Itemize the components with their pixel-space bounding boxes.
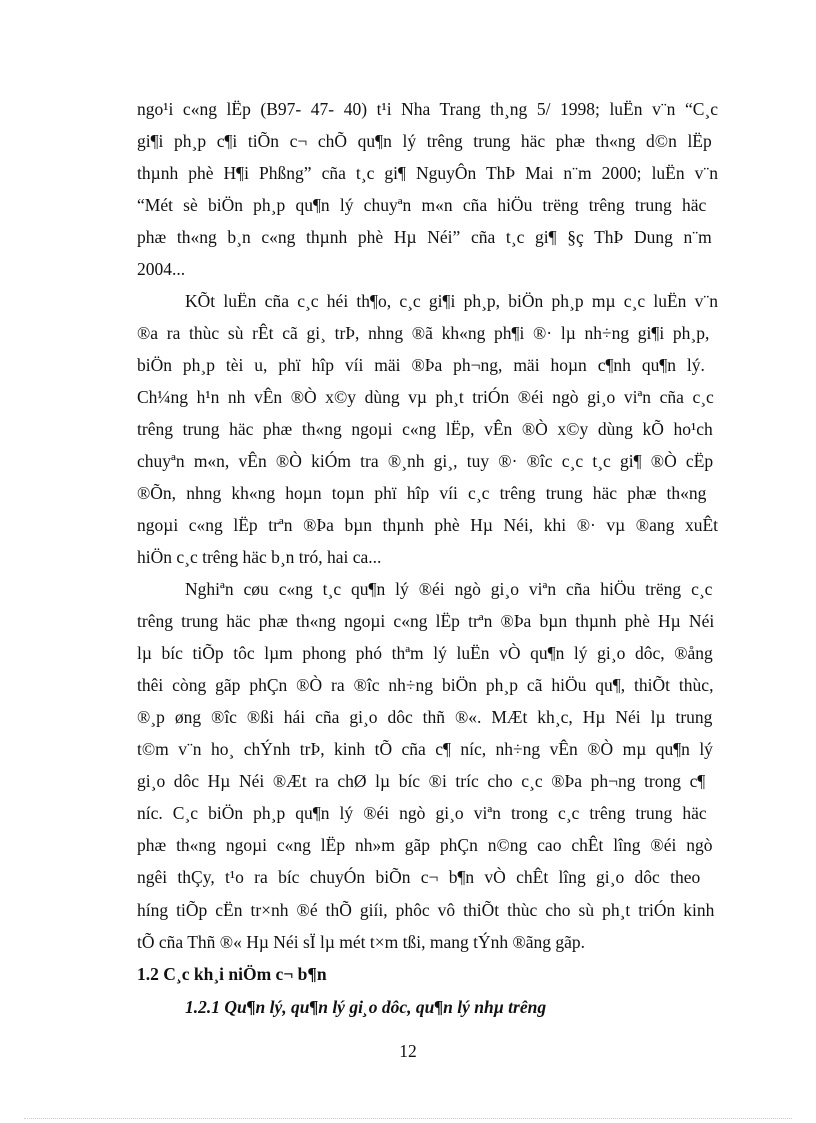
text-line: ngêi thÇy, t¹o ra bíc chuyÓn biÕn c¬ b¶n vÒ chÊt lîng gi¸o dôc theo bbox=[137, 867, 701, 888]
text-line: KÕt luËn cña c¸c héi th¶o, c¸c gi¶i ph¸p, biÖn ph¸p mµ c¸c luËn v¨n bbox=[185, 291, 718, 311]
text-line: ®Õn, nhng kh«ng hoµn toµn phï hîp víi c¸c trêng trung häc phæ th«ng bbox=[137, 483, 707, 504]
text-line: Nghiªn cøu c«ng t¸c qu¶n lý ®éi ngò gi¸o viªn cña hiÖu trëng c¸c bbox=[185, 579, 713, 599]
text-line: “Mét sè biÖn ph¸p qu¶n lý chuyªn m«n cña hiÖu trëng trêng trung häc bbox=[137, 195, 707, 216]
text-line: níc. C¸c biÖn ph¸p qu¶n lý ®éi ngò gi¸o viªn trong c¸c trêng trung häc bbox=[137, 803, 707, 824]
text-line: ®a ra thùc sù rÊt cã gi¸ trÞ, nhng ®ã kh«ng ph¶i ®· lµ nh÷ng gi¶i ph¸p, bbox=[137, 323, 710, 344]
text-line: híng tiÕp cËn tr×nh ®é thÕ giíi, phôc vô thiÕt thùc cho sù ph¸t triÓn kinh bbox=[137, 899, 715, 920]
text-line: 1.2 C¸c kh¸i niÖm c¬ b¶n bbox=[137, 964, 327, 984]
text-line: lµ bíc tiÕp tôc lµm phong phó thªm lý luËn vÒ qu¶n lý gi¸o dôc, ®ång bbox=[137, 643, 713, 664]
text-line: trêng trung häc phæ th«ng ngoµi c«ng lËp trªn ®Þa bµn thµnh phè Hµ Néi bbox=[137, 611, 715, 632]
text-line: Ch¼ng h¹n nh vÊn ®Ò x©y dùng vµ ph¸t triÓn ®éi ngò gi¸o viªn cña c¸c bbox=[137, 387, 714, 408]
text-line: ngoµi c«ng lËp trªn ®Þa bµn thµnh phè Hµ Néi, khi ®· vµ ®ang xuÊt bbox=[137, 515, 718, 536]
text-line: gi¶i ph¸p c¶i tiÕn c¬ chÕ qu¶n lý trêng trung häc phæ th«ng d©n lËp bbox=[137, 131, 712, 152]
text-line: biÖn ph¸p tèi u, phï hîp víi mäi ®Þa ph¬ng, mäi hoµn c¶nh qu¶n lý. bbox=[137, 355, 705, 376]
text-line: thêi còng gãp phÇn ®Ò ra ®îc nh÷ng biÖn ph¸p cã hiÖu qu¶, thiÕt thùc, bbox=[137, 675, 714, 696]
text-line: 1.2.1 Qu¶n lý, qu¶n lý gi¸o dôc, qu¶n lý nhµ trêng bbox=[185, 997, 547, 1017]
text-line: gi¸o dôc Hµ Néi ®Æt ra chØ lµ bíc ®i tríc cho c¸c ®Þa ph¬ng trong c¶ bbox=[137, 771, 706, 792]
text-line: tÕ cña Thñ ®« Hµ Néi sÏ lµ mét t×m tßi, mang tÝnh ®ãng gãp. bbox=[137, 931, 586, 952]
text-line: ®¸p øng ®îc ®ßi hái cña gi¸o dôc thñ ®«. MÆt kh¸c, Hµ Néi lµ trung bbox=[137, 707, 713, 728]
text-line: trêng trung häc phæ th«ng ngoµi c«ng lËp, vÊn ®Ò x©y dùng kÕ ho¹ch bbox=[137, 419, 713, 440]
page-number: 12 bbox=[399, 1041, 417, 1061]
text-line: phæ th«ng b¸n c«ng thµnh phè Hµ Néi” cña t¸c gi¶ §ç ThÞ Dung n¨m bbox=[137, 227, 712, 248]
text-line: 2004... bbox=[137, 259, 186, 280]
page-separator bbox=[24, 1118, 792, 1119]
text-line: ngo¹i c«ng lËp (B97- 47- 40) t¹i Nha Trang th¸ng 5/ 1998; luËn v¨n “C¸c bbox=[137, 99, 718, 119]
text-line: phæ th«ng ngoµi c«ng lËp nh»m gãp phÇn n©ng cao chÊt lîng ®éi ngò bbox=[137, 835, 713, 856]
text-line: t©m v¨n ho¸ chÝnh trÞ, kinh tÕ cña c¶ níc, nh÷ng vÊn ®Ò mµ qu¶n lý bbox=[137, 739, 713, 760]
text-line: hiÖn c¸c trêng häc b¸n tró, hai ca... bbox=[137, 547, 382, 568]
text-line: chuyªn m«n, vÊn ®Ò kiÓm tra ®¸nh gi¸, tuy ®· ®îc c¸c t¸c gi¶ ®Ò cËp bbox=[137, 451, 714, 472]
text-line: thµnh phè H¶i Phßng” cña t¸c gi¶ NguyÔn ThÞ Mai n¨m 2000; luËn v¨n bbox=[137, 163, 718, 184]
